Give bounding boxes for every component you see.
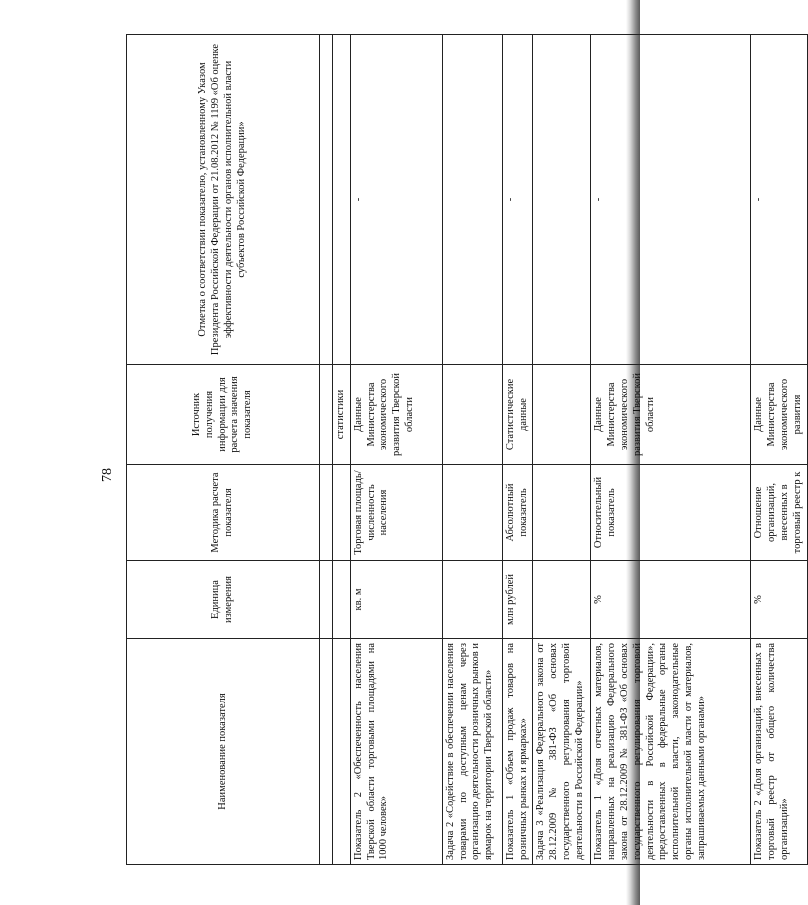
cell-method: Абсолютный показатель [502, 465, 533, 561]
cell-decree: - [350, 35, 442, 365]
cell-name [333, 639, 351, 865]
cell-unit: кв. м [350, 561, 442, 639]
header-decree: Отметка о соответствии показателю, установленному Указом Президента Российской Федерации от 21.08.2012 № 1199 «Об оценке эффективности деятельности органов исполнительной власти субъектов Российской Федерации» [127, 35, 320, 365]
cell-decree: - [591, 35, 751, 365]
cell-source: Данные Министерства экономического развития [751, 365, 807, 465]
cell-name: Задача 2 «Содействие в обеспечении населения товарами по доступным ценам через организацию деятельности розничных рынков и ярмарок на территории Тверской области» [442, 639, 502, 865]
cell-method: Относительный показатель [591, 465, 751, 561]
cell-method [533, 465, 591, 561]
cell-unit: % [591, 561, 751, 639]
cell-method: Торговая площадь/ численность населения [350, 465, 442, 561]
header-name: Наименование показателя [127, 639, 320, 865]
separator-cell [320, 561, 333, 639]
cell-source: Данные Министерства экономического развития Тверской области [591, 365, 751, 465]
separator-cell [320, 639, 333, 865]
indicators-table [126, 34, 808, 865]
separator-cell [320, 465, 333, 561]
cell-method [442, 465, 502, 561]
cell-decree: - [502, 35, 533, 365]
cell-decree [442, 35, 502, 365]
cell-source: Статистические данные [502, 365, 533, 465]
cell-name: Показатель 2 «Доля организаций, внесенных в торговый реестр от общего количества организаций» [751, 639, 807, 865]
cell-unit: млн рублей [502, 561, 533, 639]
cell-source [442, 365, 502, 465]
header-method: Методика расчета показателя [127, 465, 320, 561]
cell-method [333, 465, 351, 561]
cell-name: Показатель 2 «Обеспеченность населения Тверской области торговыми площадями на 1000 человек» [350, 639, 442, 865]
table-row [350, 35, 442, 865]
cell-name: Показатель 1 «Объем продаж товаров на розничных рынках и ярмарках» [502, 639, 533, 865]
separator-cell [320, 365, 333, 465]
table-row [442, 35, 502, 865]
cell-name: Задача 3 «Реализация Федерального закона от 28.12.2009 № 381-ФЗ «Об основах государственного регулирования торговой деятельности в Российской Федерации» [533, 639, 591, 865]
header-source: Источник получения информации для расчета значения показателя [127, 365, 320, 465]
table-row [533, 35, 591, 865]
rotated-page [44, 35, 803, 865]
cell-source: статистики [333, 365, 351, 465]
cell-decree: - [751, 35, 807, 365]
cell-unit: % [751, 561, 807, 639]
table-row [591, 35, 751, 865]
header-unit: Единица измерения [127, 561, 320, 639]
table-row [333, 35, 351, 865]
cell-decree [533, 35, 591, 365]
table-row [751, 35, 807, 865]
separator-row [320, 35, 333, 865]
cell-decree [333, 35, 351, 365]
header-row [127, 35, 320, 865]
separator-cell [320, 35, 333, 365]
cell-method: Отношение организаций, внесенных в торговый реестр к [751, 465, 807, 561]
cell-unit [442, 561, 502, 639]
cell-source [533, 365, 591, 465]
cell-source: Данные Министерства экономического развития Тверской области [350, 365, 442, 465]
cell-unit [333, 561, 351, 639]
cell-unit [533, 561, 591, 639]
page-number: 78 [100, 468, 115, 482]
cell-name: Показатель 1 «Доля отчетных материалов, направленных на реализацию Федерального закона от 28.12.2009 № 381-ФЗ «Об основах государственного регулирования торговой деятельности в Российской Федерации», предоставленных в федеральные органы исполнительной власти, законодательные органы исполнительной власти от материалов, запрашиваемых данными органами» [591, 639, 751, 865]
table-row [502, 35, 533, 865]
